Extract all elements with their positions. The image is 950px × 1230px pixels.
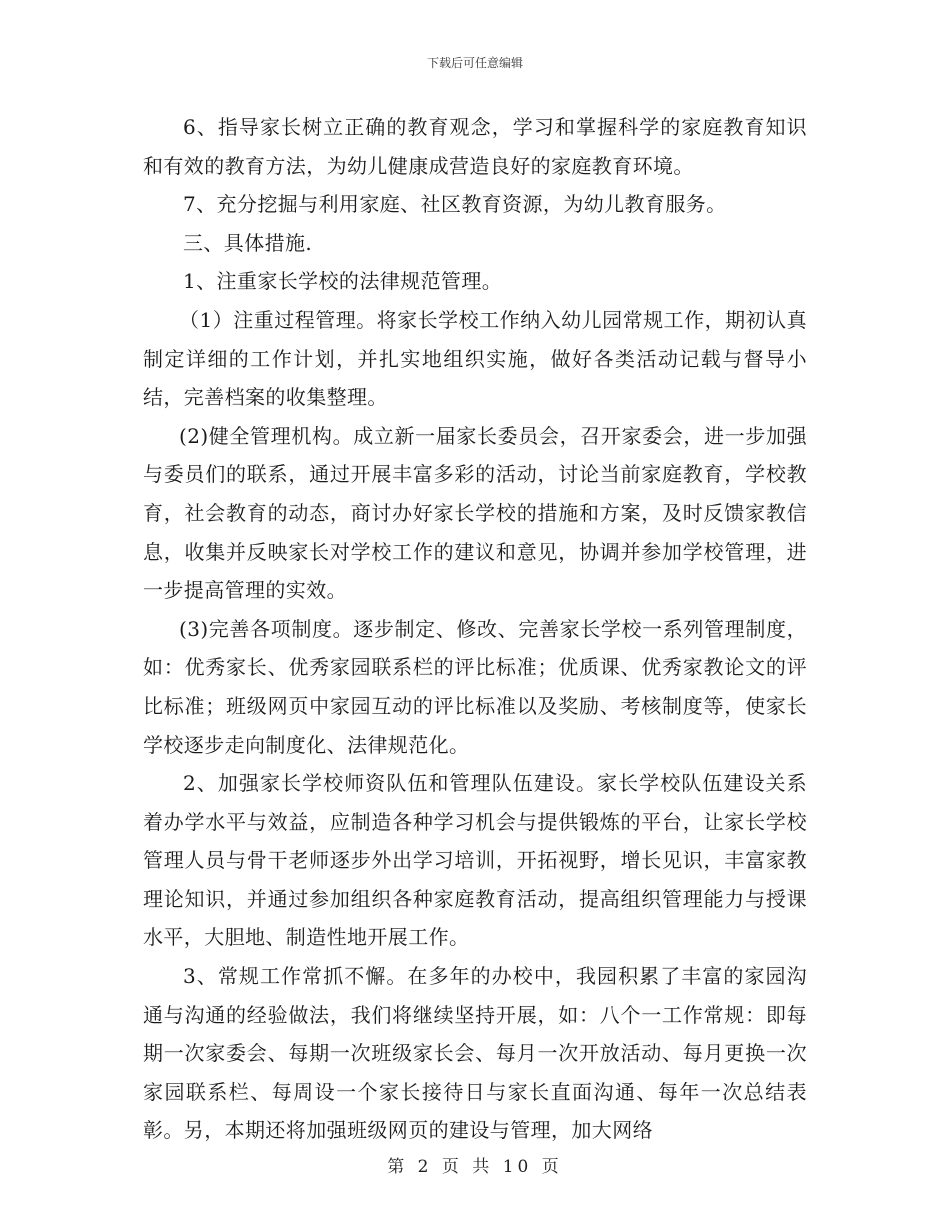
section-heading-measures: 三、具体措施. xyxy=(183,230,313,255)
paragraph-sub-3: (3)完善各项制度。逐步制定、修改、完善家长学校一系列管理制度，如：优秀家长、优秀家园联系栏的评比标准；优质课、优秀家教论文的评比标准；班级网页中家园互动的评比标准以及奖励、考核制度等，使家长学校逐步走向制度化、法律规范化。 xyxy=(143,616,807,757)
paragraph-measure-2: 2、加强家长学校师资队伍和管理队伍建设。家长学校队伍建设关系着办学水平与效益，应制造各种学习机会与提供锻炼的平台，让家长学校管理人员与骨干老师逐步外出学习培训，开拓视野，增长见识，丰富家教理论知识，并通过参加组织各种家庭教育活动，提高组织管理能力与授课水平，大胆地、制造性地开展工作。 xyxy=(143,771,807,950)
paragraph-item-6: 6、指导家长树立正确的教育观念，学习和掌握科学的家庭教育知识和有效的教育方法，为幼儿健康成营造良好的家庭教育环境。 xyxy=(143,115,807,178)
paragraph-measure-3: 3、常规工作常抓不懈。在多年的办校中，我园积累了丰富的家园沟通与沟通的经验做法，我们将继续坚持开展，如：八个一工作常规：即每期一次家委会、每期一次班级家长会、每月一次开放活动、每月更换一次家园联系栏、每周设一个家长接待日与家长直面沟通、每年一次总结表彰。另，本期还将加强班级网页的建设与管理，加大网络 xyxy=(143,964,807,1143)
page-number-footer: 第 2 页 共 10 页 xyxy=(387,1157,563,1177)
paragraph-item-7: 7、充分挖掘与利用家庭、社区教育资源，为幼儿教育服务。 xyxy=(183,192,727,217)
paragraph-sub-1: （1）注重过程管理。将家长学校工作纳入幼儿园常规工作，期初认真制定详细的工作计划，并扎实地组织实施，做好各类活动记载与督导小结，完善档案的收集整理。 xyxy=(143,307,807,410)
document-body xyxy=(143,108,807,1150)
paragraph-sub-2: (2)健全管理机构。成立新一届家长委员会，召开家委会，进一步加强与委员们的联系，通过开展丰富多彩的活动，讨论当前家庭教育，学校教育，社会教育的动态，商讨办好家长学校的措施和方案，及时反馈家教信息，收集并反映家长对学校工作的建议和意见，协调并参加学校管理，进一步提高管理的实效。 xyxy=(143,423,807,603)
paragraph-measure-1: 1、注重家长学校的法律规范管理。 xyxy=(183,269,503,294)
page-header-note: 下载后可任意编辑 xyxy=(426,56,523,70)
